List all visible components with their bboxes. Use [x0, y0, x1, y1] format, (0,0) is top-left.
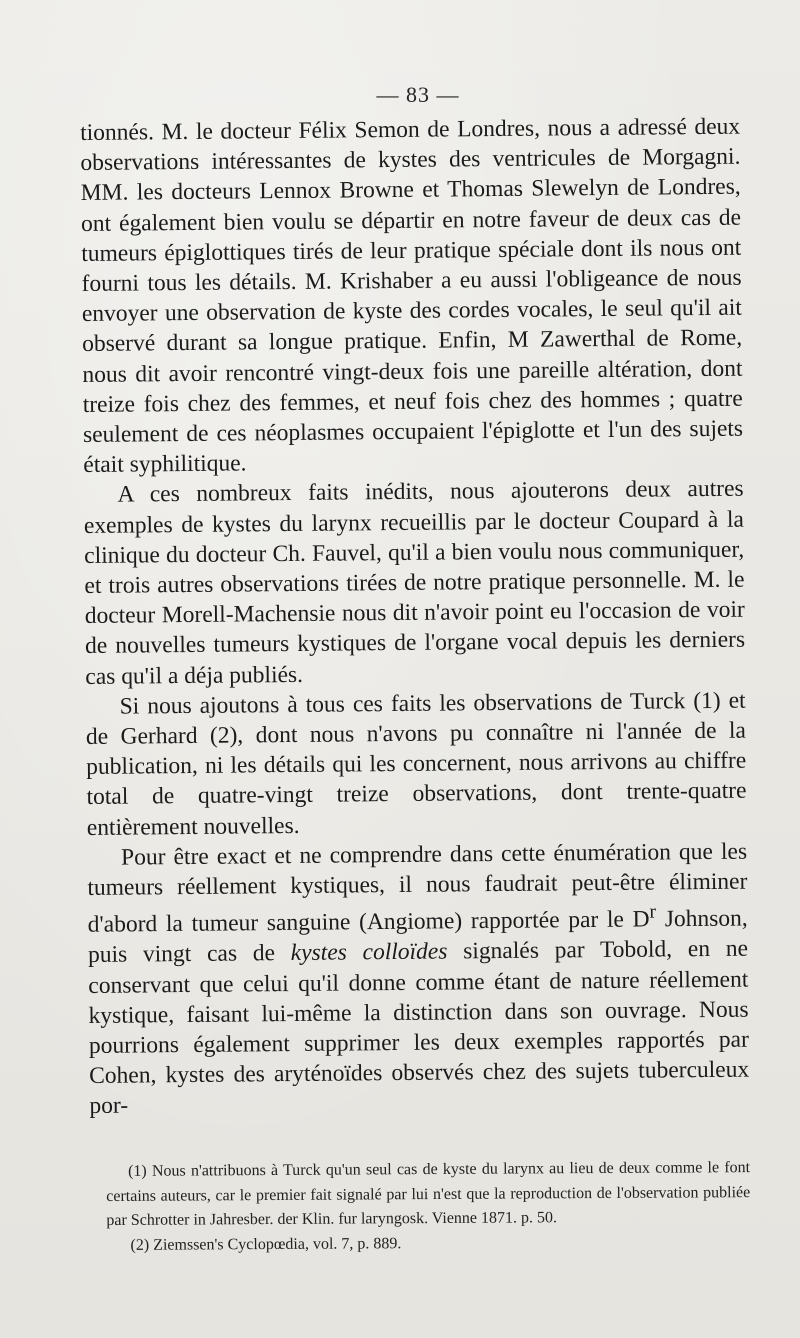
paragraph-4-before: Pour être exact et ne comprendre dans cette énumération que les tumeurs réellement kystiques, il nous faudrait peut-être éliminer d'abord la tumeur sanguine (Angiome) rapportée par le D — [87, 838, 748, 939]
paragraph-3: Si nous ajoutons à tous ces faits les observations de Turck (1) et de Gerhard (2), dont nous n'avons pu connaître ni l'année de la publication, ni les détails qui les concernent, nous arrivons au chiffre total de quatre-vingt treize observations, dont trente-quatre entièrement nouvelles. — [85, 687, 747, 841]
paragraph-4 — [87, 837, 750, 1122]
body-text — [80, 112, 750, 1122]
footnote-1: (1) Nous n'attribuons à Turck qu'un seul cas de kyste du larynx au lieu de deux comme le font certains auteurs, car le premier fait signalé par lui n'est que la reproduction de l'observation publiée par Schrotter in Jahresber. der Klin. fur laryngosk. Vienne 1871. p. 50. — [106, 1159, 751, 1230]
italic-term: kystes colloïdes — [290, 938, 448, 967]
paragraph-4-after: signalés par Tobold, en ne conservant que celui qu'il donne comme étant de nature réellement kystique, faisant lui-même la distinction dans son ouvrage. Nous pourrions également supprimer les deux exemples rapportés par Cohen, kystes des aryténoïdes observés chez des sujets tuberculeux por- — [88, 935, 750, 1120]
paragraph-2: A ces nombreux faits inédits, nous ajouterons deux autres exemples de kystes du larynx recueillis par le docteur Coupard à la clinique du docteur Ch. Fauvel, qu'il a bien voulu nous communiquer, et trois autres observations tirées de notre pratique personnelle. M. le docteur Morell-Machensie nous dit n'avoir point eu l'occasion de voir de nouvelles tumeurs kystiques de l'organe vocal depuis les derniers cas qu'il a déja publiés. — [83, 476, 746, 690]
page-number: — 83 — — [376, 82, 460, 107]
paragraph-4-middle: Johnson, puis vingt cas de — [87, 905, 748, 969]
doctor-abbrev-superscript: r — [649, 901, 657, 923]
footnotes — [108, 1156, 751, 1258]
footnote-2: (2) Ziemssen's Cyclopœdia, vol. 7, p. 889. — [130, 1234, 402, 1254]
paragraph-1: tionnés. M. le docteur Félix Semon de Londres, nous a adressé deux observations intéressantes de kystes des ventricules de Morgagni. MM. les docteurs Lennox Browne et Thomas Slewelyn de Londres, ont également bien voulu se départir en notre faveur de deux cas de tumeurs épiglottiques tirés de leur pratique spéciale dont ils nous ont fourni tous les détails. M. Krishaber a eu aussi l'obligeance de nous envoyer une observation de kyste des cordes vocales, le seul qu'il ait observé durant sa longue pratique. Enfin, M Zawerthal de Rome, nous dit avoir rencontré vingt-deux fois une pareille altération, dont treize fois chez des femmes, et neuf fois chez des hommes ; quatre seulement de ces néoplasmes occupaient l'épiglotte et l'un des sujets était syphilitique. — [80, 113, 744, 479]
